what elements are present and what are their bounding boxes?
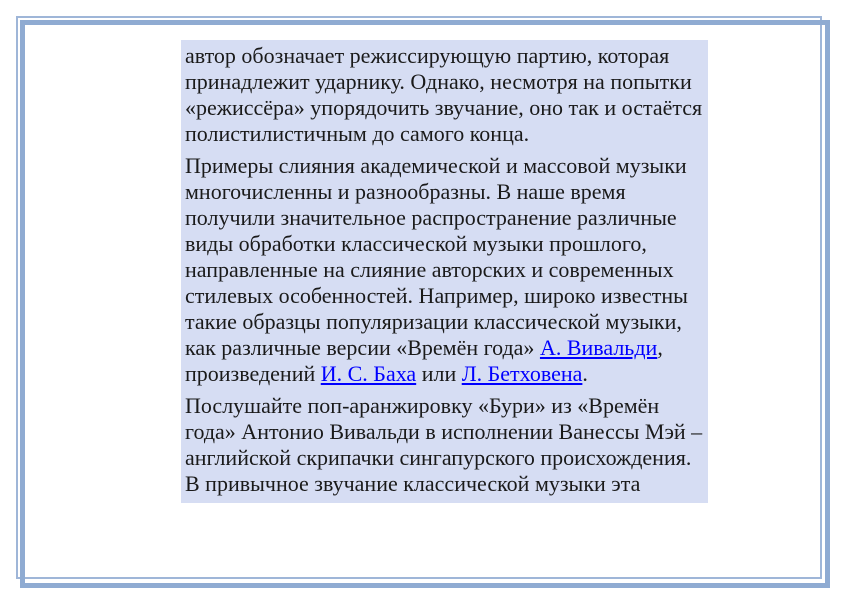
text-run: , произведений [185, 335, 663, 386]
link-beethoven[interactable]: Л. Бетховена [461, 361, 583, 386]
paragraph [185, 393, 704, 497]
text-run: автор обозначает режиссирующую партию, которая принадлежит ударнику. Однако, несмотря на попытки «режиссёра» упорядочить звучание, оно так и остаётся полистилистичным до самого конца. [185, 43, 703, 146]
content-text-block [181, 40, 708, 503]
text-run: Послушайте поп-аранжировку «Бури» из «Времён года» Антонио Вивальди в исполнении Ванессы Мэй – английской скрипачки сингапурского происхождения. В привычное звучание классической музыки эта [185, 393, 703, 496]
paragraph [185, 153, 704, 387]
text-run: или [416, 361, 462, 386]
paragraph [185, 43, 704, 147]
link-bach[interactable]: И. С. Баха [320, 361, 417, 386]
text-run: . [582, 361, 588, 386]
text-run: Примеры слияния академической и массовой музыки многочисленны и разнообразны. В наше время получили значительное распространение различные виды обработки классической музыки прошлого, направленные на слияние авторских и современных стилевых особенностей. Например, широко известны такие образцы популяризации классической музыки, как различные версии «Времён года» [185, 153, 688, 360]
link-vivaldi[interactable]: А. Вивальди [539, 335, 658, 360]
